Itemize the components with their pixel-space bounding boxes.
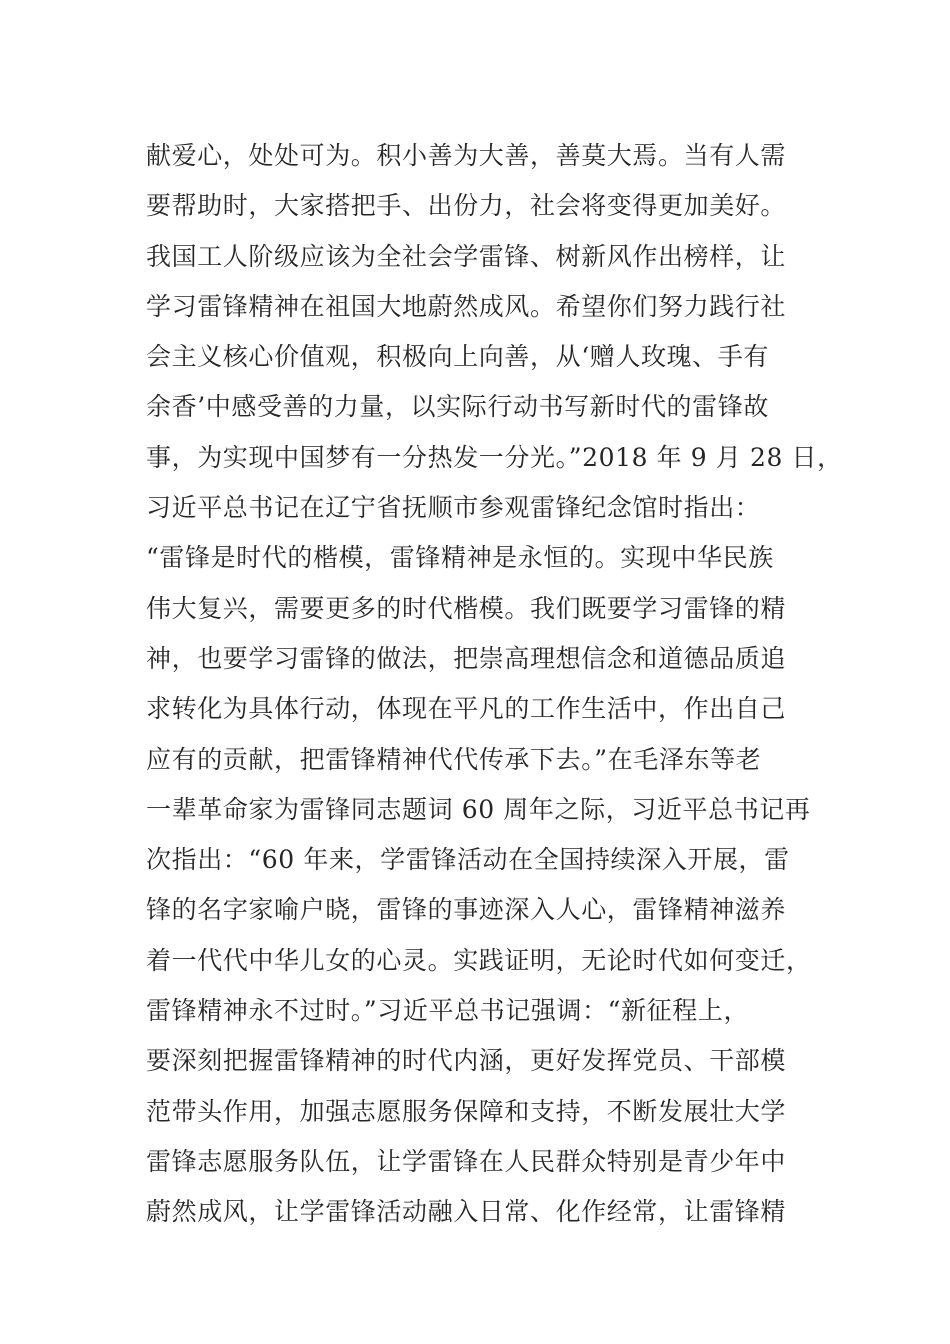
text-line: 我国工人阶级应该为全社会学雷锋、树新风作出榜样，让 xyxy=(146,241,787,271)
text-line: 余香’中感受善的力量，以实际行动书写新时代的雷锋故 xyxy=(146,392,769,422)
text-line: 雷锋志愿服务队伍，让学雷锋在人民群众特别是青少年中 xyxy=(146,1146,787,1176)
text-line: 事，为实现中国梦有一分热发一分光。”2018 年 9 月 28 日， xyxy=(146,442,843,472)
text-line: 一辈革命家为雷锋同志题词 60 周年之际，习近平总书记再 xyxy=(146,794,811,824)
text-line: “雷锋是时代的楷模，雷锋精神是永恒的。实现中华民族 xyxy=(146,543,774,573)
text-line: 伟大复兴，需要更多的时代楷模。我们既要学习雷锋的精 xyxy=(146,593,787,623)
text-line: 习近平总书记在辽宁省抚顺市参观雷锋纪念馆时指出： xyxy=(146,493,761,523)
text-line: 献爱心，处处可为。积小善为大善，善莫大焉。当有人需 xyxy=(146,141,787,170)
text-line: 蔚然成风，让学雷锋活动融入日常、化作经常，让雷锋精 xyxy=(146,1197,787,1227)
text-line: 范带头作用，加强志愿服务保障和支持，不断发展壮大学 xyxy=(146,1096,787,1126)
text-line: 雷锋精神永不过时。”习近平总书记强调：“新征程上， xyxy=(146,996,750,1026)
text-line: 着一代代中华儿女的心灵。实践证明，无论时代如何变迁， xyxy=(146,945,812,975)
text-line: 神，也要学习雷锋的做法，把崇高理想信念和道德品质追 xyxy=(146,643,787,673)
text-line: 会主义核心价值观，积极向上向善，从‘赠人玫瑰、手有 xyxy=(146,342,769,372)
text-line: 学习雷锋精神在祖国大地蔚然成风。希望你们努力践行社 xyxy=(146,291,787,321)
text-line: 次指出：“60 年来，学雷锋活动在全国持续深入开展，雷 xyxy=(146,845,790,875)
text-line: 应有的贡献，把雷锋精神代代传承下去。”在毛泽东等老 xyxy=(146,744,762,774)
text-line: 要深刻把握雷锋精神的时代内涵，更好发挥党员、干部模 xyxy=(146,1046,787,1076)
text-line: 锋的名字家喻户晓，雷锋的事迹深入人心，雷锋精神滋养 xyxy=(146,895,787,925)
body-text xyxy=(146,131,843,1238)
text-line: 要帮助时，大家搭把手、出份力，社会将变得更加美好。 xyxy=(146,191,787,221)
text-line: 求转化为具体行动，体现在平凡的工作生活中，作出自己 xyxy=(146,694,787,724)
